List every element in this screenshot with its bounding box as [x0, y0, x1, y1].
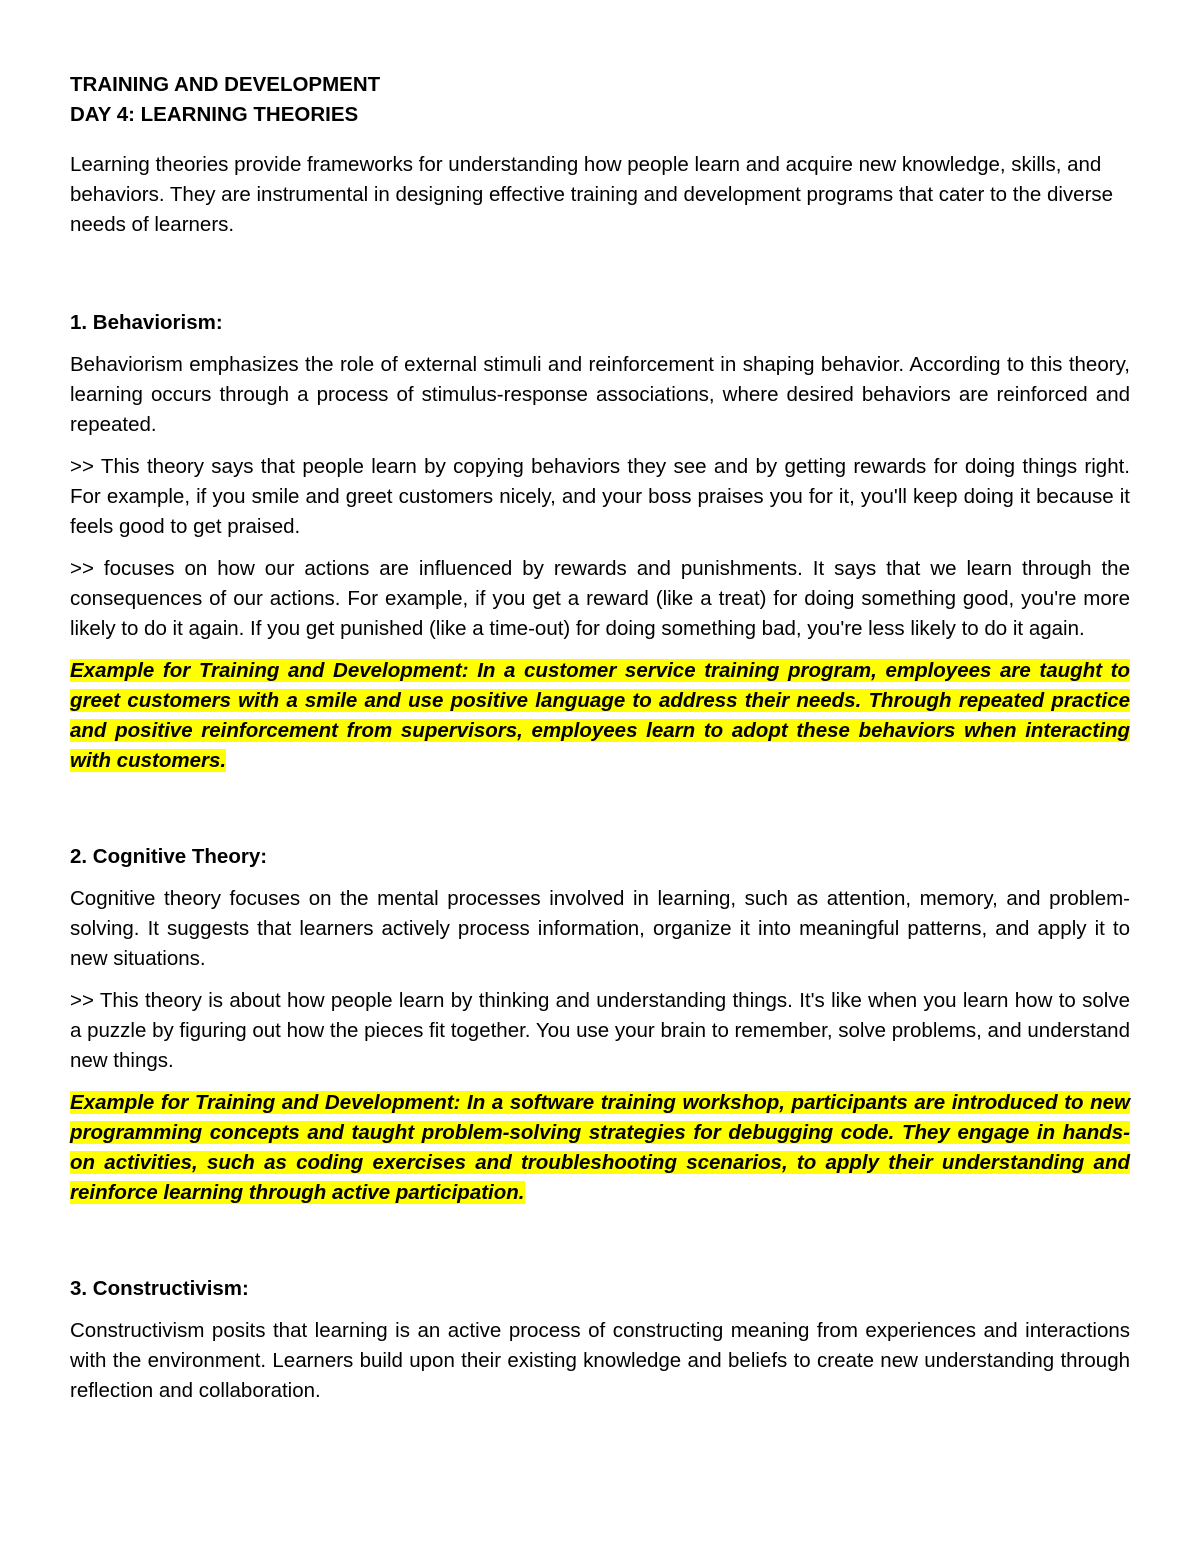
example-highlight: [70, 656, 1130, 776]
section-behaviorism: [70, 308, 1130, 776]
document-title-line2: DAY 4: LEARNING THEORIES: [70, 103, 359, 126]
document-title-line1: TRAINING AND DEVELOPMENT: [70, 73, 381, 96]
section-definition: Cognitive theory focuses on the mental processes involved in learning, such as attention, memory, and problem-solving. It suggests that learners actively process information, organize it into meaningful patterns, and apply it to new situations.: [70, 887, 1130, 970]
section-note: >> This theory is about how people learn by thinking and understanding things. It's like when you learn how to solve a puzzle by figuring out how the pieces fit together. You use your brain to remember, solve problems, and understand new things.: [70, 989, 1130, 1072]
example-highlight: [70, 1088, 1130, 1208]
intro-paragraph: Learning theories provide frameworks for understanding how people learn and acquire new knowledge, skills, and behaviors. They are instrumental in designing effective training and development programs that cater to the diverse needs of learners.: [70, 153, 1114, 236]
highlighted-example-text: Example for Training and Development: In a customer service training program, employees are taught to greet customers with a smile and use positive language to address their needs. Through repeated practice and positive reinforcement from supervisors, employees learn to adopt these behaviors when interacting with customers.: [70, 659, 1130, 772]
section-constructivism: [70, 1274, 1130, 1406]
document-page: [70, 70, 1130, 1406]
section-heading: 3. Constructivism:: [70, 1277, 249, 1300]
section-note: >> focuses on how our actions are influenced by rewards and punishments. It says that we learn through the consequences of our actions. For example, if you get a reward (like a treat) for doing something good, you're more likely to do it again. If you get punished (like a time-out) for doing something bad, you're less likely to do it again.: [70, 557, 1130, 640]
section-note: >> This theory says that people learn by copying behaviors they see and by getting rewards for doing things right. For example, if you smile and greet customers nicely, and your boss praises you for it, you'll keep doing it because it feels good to get praised.: [70, 455, 1130, 538]
section-definition: Behaviorism emphasizes the role of external stimuli and reinforcement in shaping behavior. According to this theory, learning occurs through a process of stimulus-response associations, where desired behaviors are reinforced and repeated.: [70, 353, 1130, 436]
section-heading: 2. Cognitive Theory:: [70, 845, 268, 868]
section-definition: Constructivism posits that learning is an active process of constructing meaning from experiences and interactions with the environment. Learners build upon their existing knowledge and beliefs to create new understanding through reflection and collaboration.: [70, 1319, 1130, 1402]
highlighted-example-text: Example for Training and Development: In a software training workshop, participants are introduced to new programming concepts and taught problem-solving strategies for debugging code. They engage in hands-on activities, such as coding exercises and troubleshooting scenarios, to apply their understanding and reinforce learning through active participation.: [70, 1091, 1130, 1204]
section-cognitive-theory: [70, 842, 1130, 1208]
section-heading: 1. Behaviorism:: [70, 311, 223, 334]
